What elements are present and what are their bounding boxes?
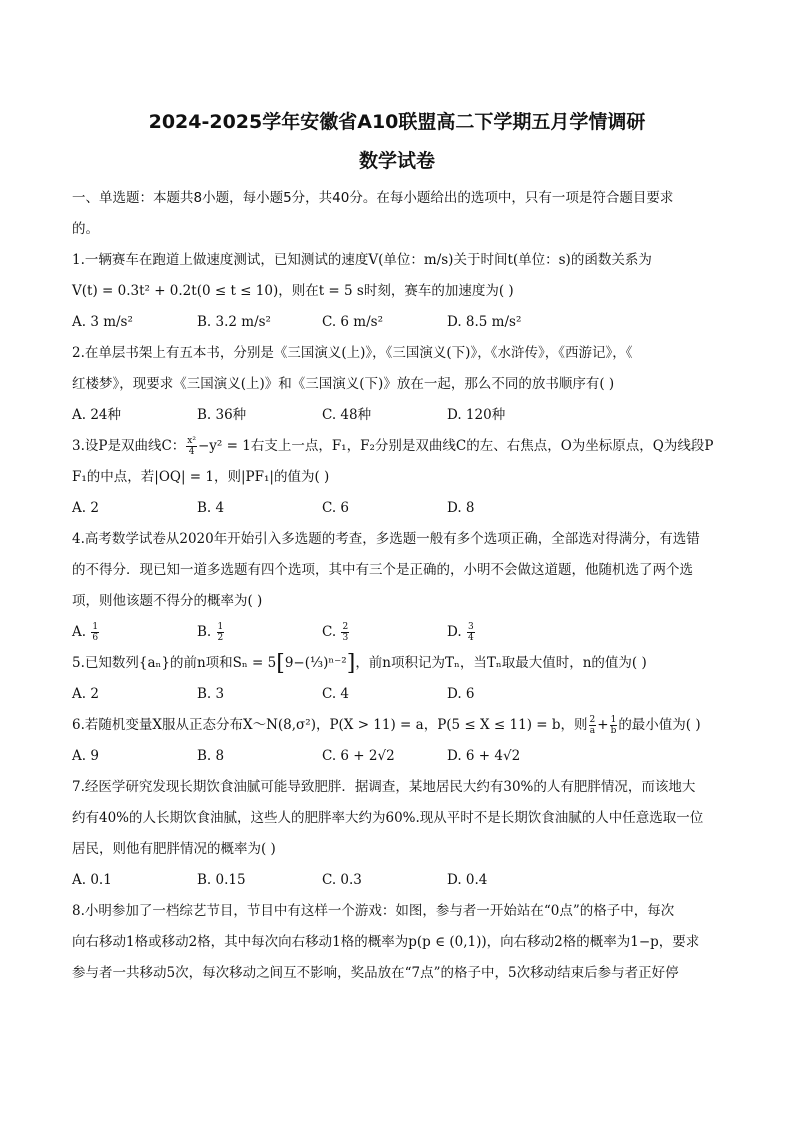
- q2-line2: 红楼梦》，现要求《三国演义(上)》和《三国演义(下)》放在一起，那么不同的放书顺序有( ): [72, 376, 615, 392]
- q4-option-a-label: A.: [72, 624, 87, 640]
- q3-frac-num: x²: [187, 436, 196, 446]
- q5-bracket-open: [: [276, 651, 285, 676]
- q3-option-c: C. 6: [322, 500, 350, 516]
- exam-subtitle: 数学试卷: [358, 150, 435, 172]
- q1-option-a: A. 3 m/s²: [72, 314, 133, 330]
- q4-option-c-den: 3: [342, 633, 349, 643]
- q4-line1: 4.高考数学试卷从2020年开始引入多选题的考查，多选题一般有多个选项正确，全部选对得满分，有选错: [72, 531, 700, 547]
- q4-option-b-den: 2: [217, 633, 224, 643]
- q5-bracket-close: ]: [346, 651, 356, 676]
- q5-option-b: B. 3: [197, 686, 225, 702]
- q1-options: [72, 307, 716, 338]
- q6-text-b: 的最小值为( ): [618, 717, 701, 733]
- q4-option-a-den: 6: [92, 633, 99, 643]
- q4-option-a: [72, 617, 197, 648]
- section-heading-line1: 一、单选题：本题共8小题，每小题5分，共40分。在每小题给出的选项中，只有一项是符合题目要求: [72, 190, 674, 206]
- q6-frac2-den: b: [610, 726, 617, 736]
- q4-option-d: [447, 617, 572, 648]
- q3-option-d: D. 8: [447, 500, 475, 516]
- q7-option-b: B. 0.15: [197, 872, 246, 888]
- q6-option-b: B. 8: [197, 748, 225, 764]
- section-heading-line2: 的。: [72, 221, 99, 237]
- q2-line1: 2.在单层书架上有五本书，分别是《三国演义(上)》，《三国演义(下)》，《水浒传》，《西游记》，《: [72, 345, 633, 361]
- q6-option-a: A. 9: [72, 748, 99, 764]
- q2-option-d: D. 120种: [447, 407, 506, 423]
- q6-frac2: [610, 715, 618, 736]
- q6-frac1-num: 2: [589, 715, 596, 725]
- q5-option-d: D. 6: [447, 686, 475, 702]
- q3-frac-den: 4: [188, 447, 195, 457]
- q1-line1: 1.一辆赛车在跑道上做速度测试，已知测试的速度V(单位：m/s)关于时间t(单位：s)的函数关系为: [72, 252, 652, 268]
- q5-option-a: A. 2: [72, 686, 99, 702]
- q7-option-c: C. 0.3: [322, 872, 362, 888]
- q7-options: [72, 865, 716, 896]
- q7-line3: 居民，则他有肥胖情况的概率为( ): [72, 841, 276, 857]
- q6-plus: +: [597, 717, 609, 733]
- q3-text-a: 3.设P是双曲线C：: [72, 438, 186, 454]
- q6-frac2-num: 1: [610, 715, 617, 725]
- q7-option-a: A. 0.1: [72, 872, 112, 888]
- q5-options: [72, 679, 716, 710]
- q4-option-a-num: 1: [92, 622, 99, 632]
- q1-option-d: D. 8.5 m/s²: [447, 314, 522, 330]
- q3-text-b: −y² = 1右支上一点，F₁，F₂分别是双曲线C的左、右焦点，O为坐标原点，Q为线段P: [197, 438, 714, 454]
- q2-option-a: A. 24种: [72, 407, 122, 423]
- q3-option-a: A. 2: [72, 500, 99, 516]
- q6-text-a: 6.若随机变量X服从正态分布X～N(8,σ²)，P(X > 11) = a，P(5 ≤ X ≤ 11) = b，则: [72, 717, 588, 733]
- q4-option-d-den: 4: [467, 633, 474, 643]
- q3-option-b: B. 4: [197, 500, 225, 516]
- q3-options: [72, 493, 716, 524]
- q6-option-d: D. 6 + 4√2: [447, 748, 521, 764]
- q5-bracket-inner: 9−(⅓)ⁿ⁻²: [284, 655, 347, 671]
- q6-line1: [72, 710, 716, 741]
- q2-option-b: B. 36种: [197, 407, 247, 423]
- q2-options: [72, 400, 716, 431]
- q4-line3: 项，则他该题不得分的概率为( ): [72, 593, 263, 609]
- q6-option-c: C. 6 + 2√2: [322, 748, 395, 764]
- q4-option-d-num: 3: [467, 622, 474, 632]
- q7-option-d: D. 0.4: [447, 872, 488, 888]
- q5-line1: [72, 648, 716, 679]
- q1-option-b: B. 3.2 m/s²: [197, 314, 271, 330]
- q4-option-c: [322, 617, 447, 648]
- q8-line3: 参与者一共移动5次，每次移动之间互不影响，奖品放在“7点”的格子中，5次移动结束后参与者正好停: [72, 965, 679, 981]
- q3-line2: F₁的中点，若|OQ| = 1，则|PF₁|的值为( ): [72, 469, 330, 485]
- q6-frac1: [589, 715, 597, 736]
- q4-option-d-frac: [467, 622, 475, 643]
- q1-option-c: C. 6 m/s²: [322, 314, 384, 330]
- q7-line2: 约有40%的人长期饮食油腻，这些人的肥胖率大约为60%.现从平时不是长期饮食油腻的人中任意选取一位: [72, 810, 704, 826]
- exam-content: [72, 183, 716, 989]
- q5-text-a: 5.已知数列{aₙ}的前n项和Sₙ = 5: [72, 655, 277, 671]
- q4-option-b-num: 1: [217, 622, 224, 632]
- q4-line2: 的不得分．现已知一道多选题有四个选项，其中有三个是正确的，小明不会做这道题，他随机选了两个选: [72, 562, 693, 578]
- q1-line2: V(t) = 0.3t² + 0.2t(0 ≤ t ≤ 10)，则在t = 5 s时刻，赛车的加速度为( ): [72, 283, 514, 299]
- q2-option-c: C. 48种: [322, 407, 372, 423]
- q4-option-c-label: C.: [322, 624, 337, 640]
- q4-option-a-frac: [91, 622, 99, 643]
- q4-options: [72, 617, 716, 648]
- q4-option-b-frac: [217, 622, 225, 643]
- q5-option-c: C. 4: [322, 686, 350, 702]
- q4-option-c-frac: [341, 622, 349, 643]
- q8-line1: 8.小明参加了一档综艺节目，节目中有这样一个游戏：如图，参与者一开始站在“0点”的格子中，每次: [72, 903, 675, 919]
- q6-frac1-den: a: [589, 726, 596, 736]
- q8-line2: 向右移动1格或移动2格，其中每次向右移动1格的概率为p(p ∈ (0,1))，向右移动2格的概率为1−p，要求: [72, 934, 700, 950]
- q4-option-c-num: 2: [342, 622, 349, 632]
- q5-text-b: ，前n项积记为Tₙ，当Tₙ取最大值时，n的值为( ): [355, 655, 647, 671]
- q3-line1: [72, 431, 716, 462]
- q6-options: [72, 741, 716, 772]
- q7-line1: 7.经医学研究发现长期饮食油腻可能导致肥胖．据调查，某地居民大约有30%的人有肥胖情况，而该地大: [72, 779, 696, 795]
- q4-option-d-label: D.: [447, 624, 462, 640]
- exam-title: 2024-2025学年安徽省A10联盟高二下学期五月学情调研: [148, 111, 646, 133]
- q4-option-b: [197, 617, 322, 648]
- q4-option-b-label: B.: [197, 624, 212, 640]
- q3-fraction: [186, 436, 197, 457]
